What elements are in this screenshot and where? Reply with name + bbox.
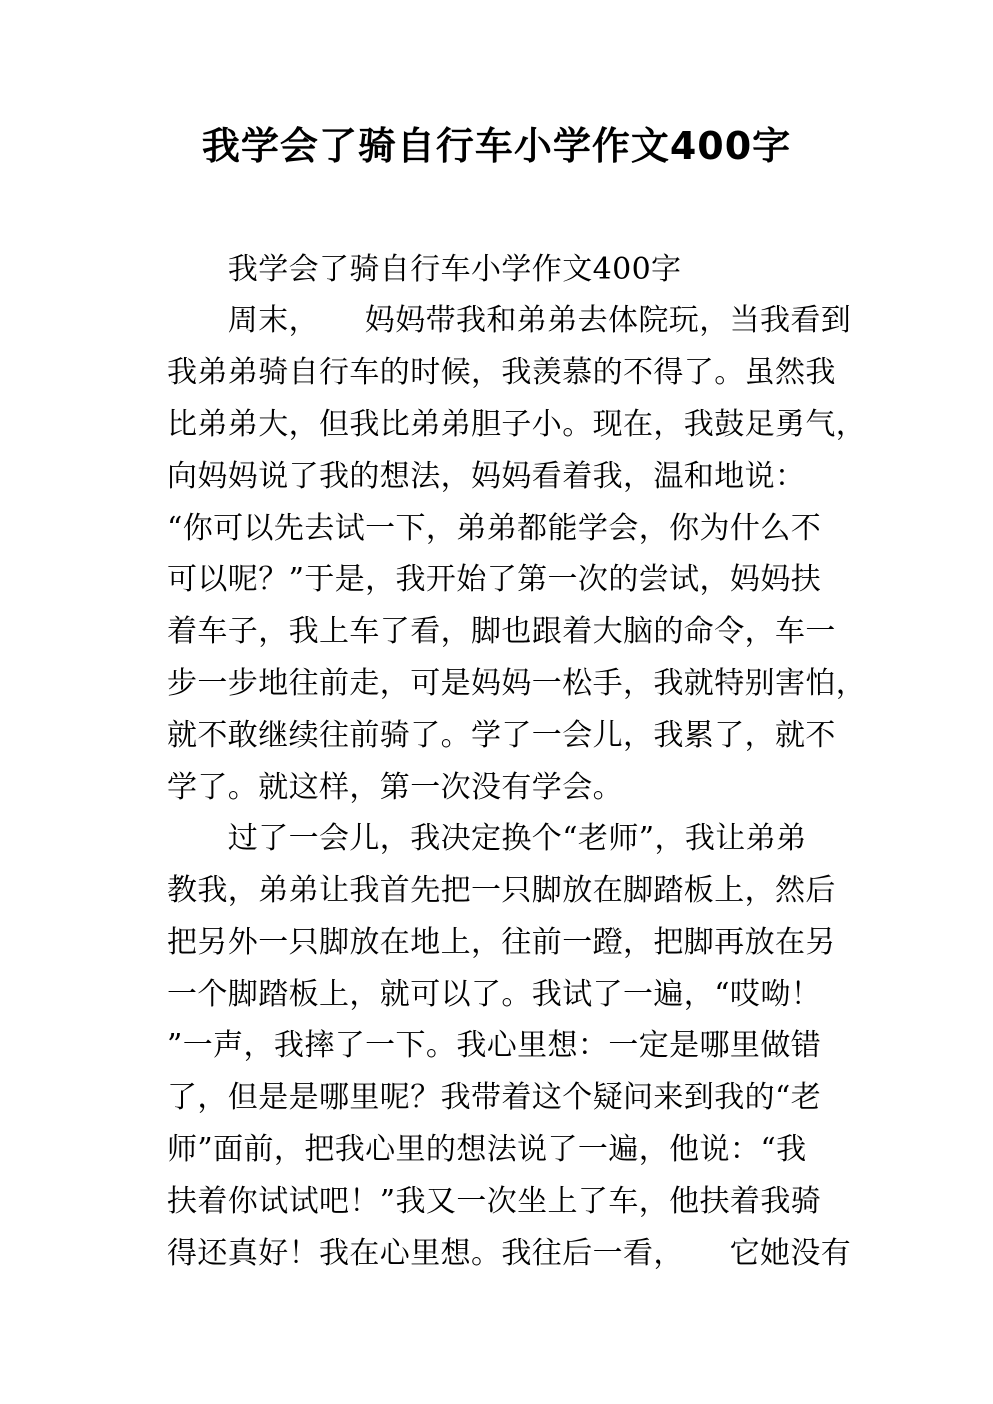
body-line-18: 师”面前，把我心里的想法说了一遍，他说：“我 [167,1132,807,1167]
body-line-20: 得还真好！我在心里想。我往后一看， 它她没有 [167,1236,852,1271]
body-line-15: 一个脚踏板上，就可以了。我试了一遍，“哎呦！ [167,977,822,1012]
body-line-17: 了，但是是哪里呢？我带着这个疑问来到我的“老 [167,1080,822,1115]
body-line-6: “你可以先去试一下，弟弟都能学会，你为什么不 [167,511,822,546]
body-line-7: 可以呢？”于是，我开始了第一次的尝试，妈妈扶 [167,562,822,597]
body-line-11: 学了。就这样，第一次没有学会。 [167,770,623,805]
body-line-4: 比弟弟大，但我比弟弟胆子小。现在，我鼓足勇气， [167,407,867,442]
body-line-12: 过了一会儿，我决定换个“老师”，我让弟弟 [167,821,807,856]
body-line-19: 扶着你试试吧！”我又一次坐上了车，他扶着我骑 [167,1184,822,1219]
body-line-8: 着车子，我上车了看，脚也跟着大脑的命令，车一 [167,614,836,649]
document-title: 我学会了骑自行车小学作文400字 [201,124,792,168]
body-line-10: 就不敢继续往前骑了。学了一会儿，我累了，就不 [167,718,836,753]
body-line-9: 步一步地往前走，可是妈妈一松手，我就特别害怕， [167,666,867,701]
body-line-5: 向妈妈说了我的想法，妈妈看着我，温和地说： [167,459,806,494]
body-line-13: 教我，弟弟让我首先把一只脚放在脚踏板上，然后 [167,873,836,908]
body-line-16: ”一声，我摔了一下。我心里想：一定是哪里做错 [167,1028,822,1063]
body-line-3: 我弟弟骑自行车的时候，我羡慕的不得了。虽然我 [167,355,836,390]
body-line-2: 周末， 妈妈带我和弟弟去体院玩，当我看到 [167,303,852,338]
body-line-1: 我学会了骑自行车小学作文400字 [167,252,682,287]
body-line-14: 把另外一只脚放在地上，往前一蹬，把脚再放在另 [167,925,836,960]
